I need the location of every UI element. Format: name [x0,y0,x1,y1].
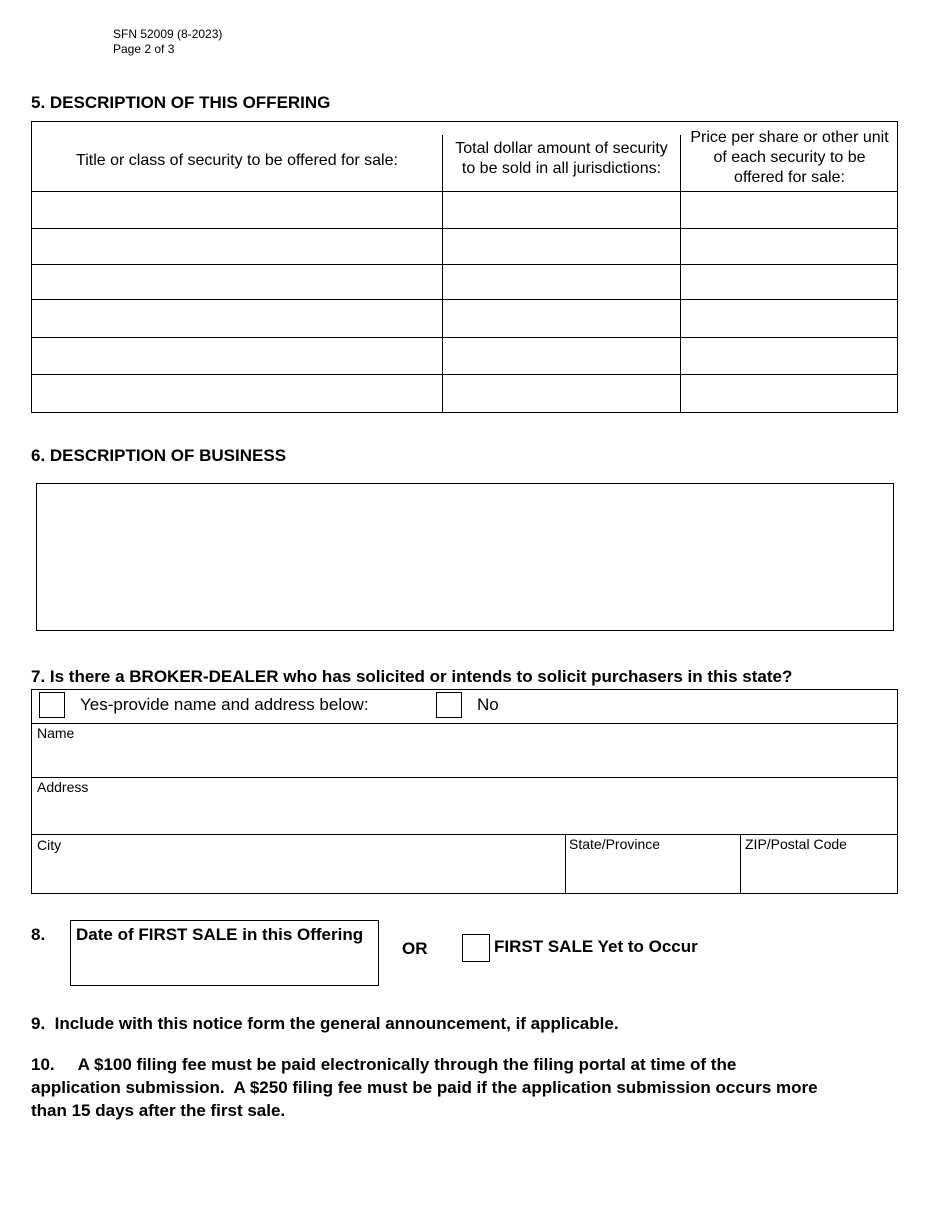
first-sale-date-label: Date of FIRST SALE in this Offering [76,925,364,944]
name-field[interactable] [32,724,897,777]
form-number: SFN 52009 (8-2023) [113,27,223,41]
offering-row-1-total-input[interactable] [443,192,680,228]
offering-row-3-title-input[interactable] [32,265,442,299]
section-8-number: 8. [31,925,46,944]
offering-row-4-title-input[interactable] [32,300,442,337]
section-10-line-2: application submission. A $250 filing fee must be paid if the application submission occurs more [31,1078,818,1097]
offering-row-5-title-input[interactable] [32,338,442,374]
first-sale-yet-to-occur-checkbox[interactable] [462,934,490,962]
broker-dealer-box [31,689,898,894]
offering-row-3-price-input[interactable] [681,265,898,299]
column-header-title: Title or class of security to be offered for sale: [76,152,398,169]
no-checkbox[interactable] [436,692,462,718]
offering-row-4-total-input[interactable] [443,300,680,337]
offering-row-5-price-input[interactable] [681,338,898,374]
zip-label: ZIP/Postal Code [745,836,847,852]
state-field[interactable] [566,835,740,893]
no-label: No [477,695,499,714]
city-field[interactable] [32,835,565,893]
offering-row-3-total-input[interactable] [443,265,680,299]
column-header-total: Total dollar amount of security to be sold in all jurisdictions: [455,140,668,177]
page-number: Page 2 of 3 [113,42,175,56]
first-sale-yet-to-occur-label: FIRST SALE Yet to Occur [494,937,698,956]
yes-checkbox[interactable] [39,692,65,718]
state-label: State/Province [569,836,661,852]
offering-row-2-total-input[interactable] [443,229,680,264]
offering-row-6-total-input[interactable] [443,375,680,412]
address-field[interactable] [32,778,897,834]
business-description-input[interactable] [36,483,894,631]
offering-table [31,121,898,413]
address-label: Address [37,779,89,795]
first-sale-date-input[interactable] [70,920,379,986]
name-label: Name [37,725,75,741]
section-5-title: 5. DESCRIPTION OF THIS OFFERING [31,93,331,112]
section-7-question: 7. Is there a BROKER-DEALER who has solicited or intends to solicit purchasers in this state? [31,667,793,686]
section-9-text: 9. Include with this notice form the general announcement, if applicable. [31,1014,619,1033]
or-label: OR [402,939,428,958]
offering-row-5-total-input[interactable] [443,338,680,374]
section-6-title: 6. DESCRIPTION OF BUSINESS [31,446,287,465]
city-label: City [37,837,62,853]
yes-label: Yes-provide name and address below: [80,695,369,714]
offering-row-6-price-input[interactable] [681,375,898,412]
offering-row-2-price-input[interactable] [681,229,898,264]
zip-field[interactable] [741,835,897,893]
offering-row-1-title-input[interactable] [32,192,442,228]
section-10-line-3: than 15 days after the first sale. [31,1101,286,1120]
offering-row-2-title-input[interactable] [32,229,442,264]
column-header-price: Price per share or other unit of each security to be offered for sale: [690,129,889,186]
offering-row-6-title-input[interactable] [32,375,442,412]
offering-row-4-price-input[interactable] [681,300,898,337]
offering-row-1-price-input[interactable] [681,192,898,228]
section-10-line-1: 10. A $100 filing fee must be paid electronically through the filing portal at time of the [31,1055,737,1074]
